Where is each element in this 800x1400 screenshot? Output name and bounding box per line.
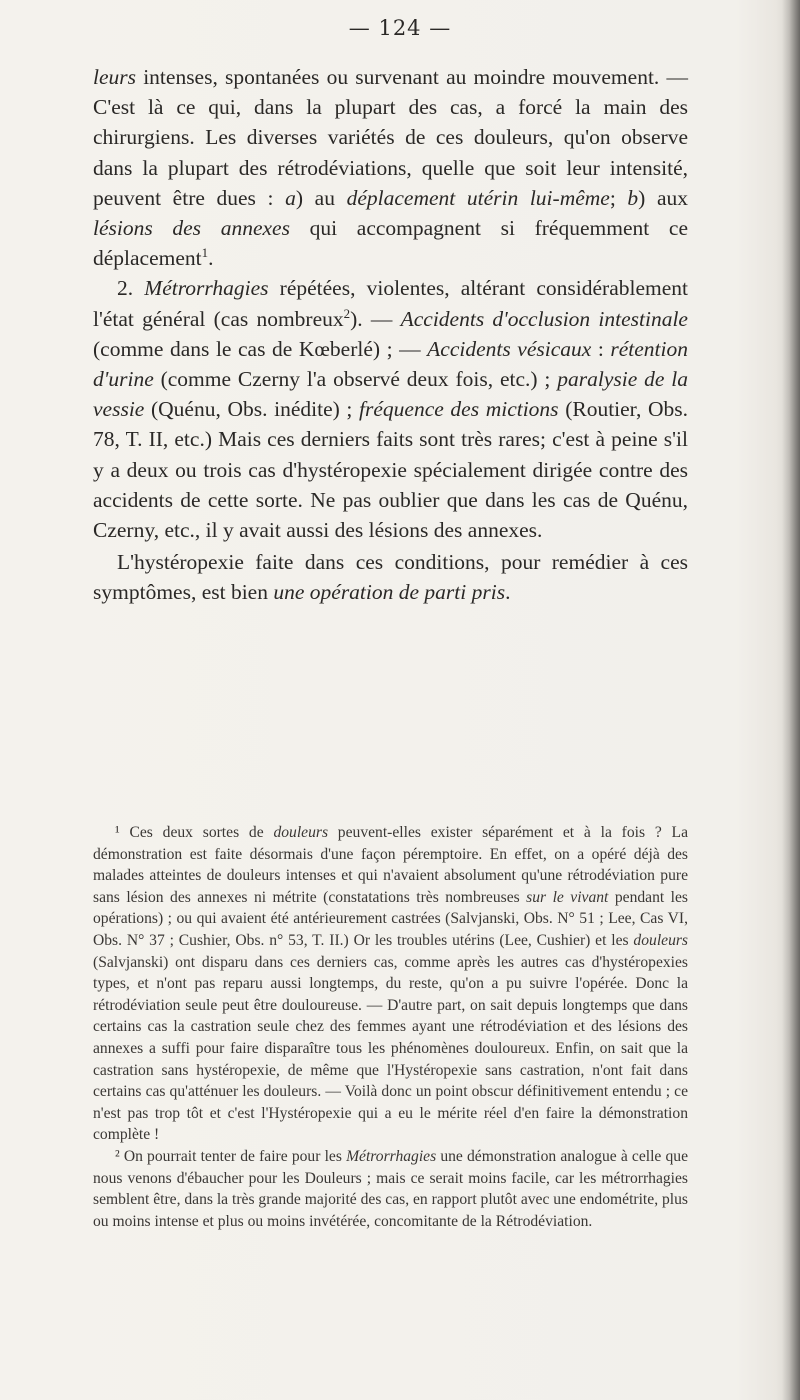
footnote-ref-1: 1 — [201, 246, 209, 261]
footnotes — [93, 822, 688, 1232]
page-binding-edge — [782, 0, 800, 1400]
footnote-ref-2: 2 — [343, 306, 351, 321]
page-number: — 124 — — [348, 16, 452, 40]
footnote-2: ² On pourrait tenter de faire pour les Métrorrhagies une démonstration analogue à celle que nous venons d'ébaucher pour les Douleurs ; mais ce serait moins facile, car les métrorrhagies semblent être, dans la très grande majorité des cas, en rapport plutôt avec une endométrite, plus ou moins intense et plus ou moins invétérée, concomitante de la Rétrodéviation. — [93, 1147, 688, 1230]
footnote-1: ¹ Ces deux sortes de douleurs peuvent-elles exister séparément et à la fois ? La démonstration est faite désormais d'une façon péremptoire. En effet, on a opéré déjà des malades atteintes de douleurs intenses et qui n'avaient absolument qu'une rétrodéviation pure sans lésion des annexes ni métrite (constatations très nombreuses sur le vivant pendant les opérations) ; ou qui avaient été antérieurement castrées (Salvjanski, Obs. N° 51 ; Lee, Cas VI, Obs. N° 37 ; Cushier, Obs. n° 53, T. II.) Or les troubles utérins (Lee, Cushier) et les douleurs (Salvjanski) ont disparu dans ces derniers cas, comme après les autres cas d'hystéropexies types, et n'ont pas reparu aussi longtemps, du reste, qu'on a pu suivre l'opérée. Donc la rétrodéviation seule peut être douloureuse. — D'autre part, on sait depuis longtemps que dans certains cas la castration seule chez des femmes ayant une rétrodéviation et des lésions des annexes a suffi pour faire disparaître tous les phénomènes douloureux. Enfin, on sait que la castration sans hystéropexie, de même que l'Hystéropexie sans castration, n'ont fait dans certains cas qu'atténuer les douleurs. — Voilà donc un point obscur définitivement entendu ; ce n'est pas trop tôt et c'est l'Hystéropexie qui a eu le mérite réel d'en faire la démonstration complète ! — [93, 824, 688, 1144]
main-text — [93, 62, 688, 608]
paragraph-douleurs: leurs intenses, spontanées ou survenant au moindre mouvement. — C'est là ce qui, dans la plupart des cas, a forcé la main des chirurgiens. Les diverses variétés de ces douleurs, qu'on observe dans la plupart des rétrodéviations, quelle que soit leur intensité, peuvent être dues : a) au déplacement utérin lui-même; b) aux lésions des annexes qui accompagnent si fréquemment ce déplacement$^1$. — [93, 65, 688, 271]
paragraph-conclusion: L'hystéropexie faite dans ces conditions, pour remédier à ces symptômes, est bien une opération de parti pris. — [93, 550, 688, 605]
paragraph-metrorrhagies: 2. Métrorrhagies répétées, violentes, altérant considérablement l'état général (cas nombreux$^2$). — Accidents d'occlusion intestinale (comme dans le cas de Kœberlé) ; — Accidents vésicaux : rétention d'urine (comme Czerny l'a observé deux fois, etc.) ; paralysie de la vessie (Quénu, Obs. inédite) ; fréquence des mictions (Routier, Obs. 78, T. II, etc.) Mais ces derniers faits sont très rares; c'est à peine s'il y a deux ou trois cas d'hystéropexie spécialement dirigée contre des accidents de cette sorte. Ne pas oublier que dans les cas de Quénu, Czerny, etc., il y avait aussi des lésions des annexes. — [93, 276, 689, 543]
